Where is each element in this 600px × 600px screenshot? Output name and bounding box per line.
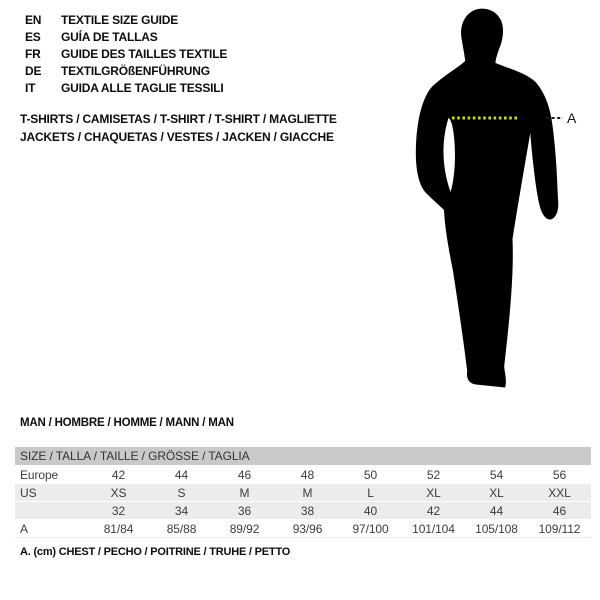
table-header-row — [15, 447, 591, 466]
language-list — [25, 12, 227, 97]
language-label: TEXTILGRÖßENFÜHRUNG — [61, 64, 210, 78]
cell: 38 — [300, 503, 315, 518]
cell: 46 — [552, 503, 567, 518]
table-row-chest-a — [15, 520, 591, 538]
cell: 89/92 — [229, 521, 260, 536]
cell: 101/104 — [412, 521, 455, 536]
table-header-cell: SIZE / TALLA / TAILLE / GRÖSSE / TAGLIA — [15, 447, 591, 466]
language-code: FR — [25, 47, 41, 61]
language-label: TEXTILE SIZE GUIDE — [61, 13, 179, 27]
cell: 97/100 — [352, 521, 389, 536]
man-silhouette-svg — [400, 0, 600, 400]
cell: 42 — [426, 503, 441, 518]
cell: 109/112 — [538, 521, 581, 536]
cell: 52 — [426, 467, 441, 482]
cell: S — [177, 485, 186, 500]
language-row — [25, 29, 227, 46]
cell: 36 — [237, 503, 252, 518]
cell: 46 — [237, 467, 252, 482]
cell: 105/108 — [475, 521, 518, 536]
language-code: IT — [25, 81, 36, 95]
cell: XL — [489, 485, 504, 500]
cell: 34 — [174, 503, 189, 518]
man-silhouette-figure — [400, 0, 600, 400]
row-label: A — [20, 521, 28, 536]
section-title-man: MAN / HOMBRE / HOMME / MANN / MAN — [20, 417, 234, 429]
language-label: GUÍA DE TALLAS — [61, 30, 158, 44]
table-row-europe — [15, 466, 591, 484]
table-row-us-numeric — [15, 502, 591, 520]
cell: XL — [426, 485, 441, 500]
cell: M — [239, 485, 250, 500]
cell: 42 — [111, 467, 126, 482]
cell: 44 — [489, 503, 504, 518]
garment-line-jackets: JACKETS / CHAQUETAS / VESTES / JACKEN / GIACCHE — [20, 130, 334, 144]
language-label: GUIDA ALLE TAGLIE TESSILI — [61, 81, 224, 95]
garment-categories — [20, 110, 337, 146]
cell: 81/84 — [103, 521, 134, 536]
cell: 48 — [300, 467, 315, 482]
cell: 93/96 — [292, 521, 323, 536]
language-code: EN — [25, 13, 42, 27]
measurement-footnote: A. (cm) CHEST / PECHO / POITRINE / TRUHE / PETTO — [20, 546, 291, 558]
language-row — [25, 12, 227, 29]
language-code: ES — [25, 30, 41, 44]
language-row — [25, 80, 227, 97]
garment-line-tshirts: T-SHIRTS / CAMISETAS / T-SHIRT / T-SHIRT / MAGLIETTE — [20, 112, 337, 126]
language-label: GUIDE DES TAILLES TEXTILE — [61, 47, 228, 61]
row-label: Europe — [20, 467, 59, 482]
row-label — [15, 502, 87, 520]
cell: 85/88 — [166, 521, 197, 536]
cell: 40 — [363, 503, 378, 518]
cell: 32 — [111, 503, 126, 518]
language-code: DE — [25, 64, 42, 78]
cell: 44 — [174, 467, 189, 482]
cell: XS — [110, 485, 127, 500]
row-label: US — [20, 485, 37, 500]
cell: 54 — [489, 467, 504, 482]
cell: L — [367, 485, 374, 500]
man-silhouette-icon — [416, 9, 558, 388]
language-row — [25, 46, 227, 63]
cell: 56 — [552, 467, 567, 482]
measure-label-a: A — [567, 110, 577, 126]
language-row — [25, 63, 227, 80]
cell: 50 — [363, 467, 378, 482]
cell: M — [302, 485, 313, 500]
cell: XXL — [548, 485, 571, 500]
size-table — [15, 446, 591, 538]
table-row-us — [15, 484, 591, 502]
